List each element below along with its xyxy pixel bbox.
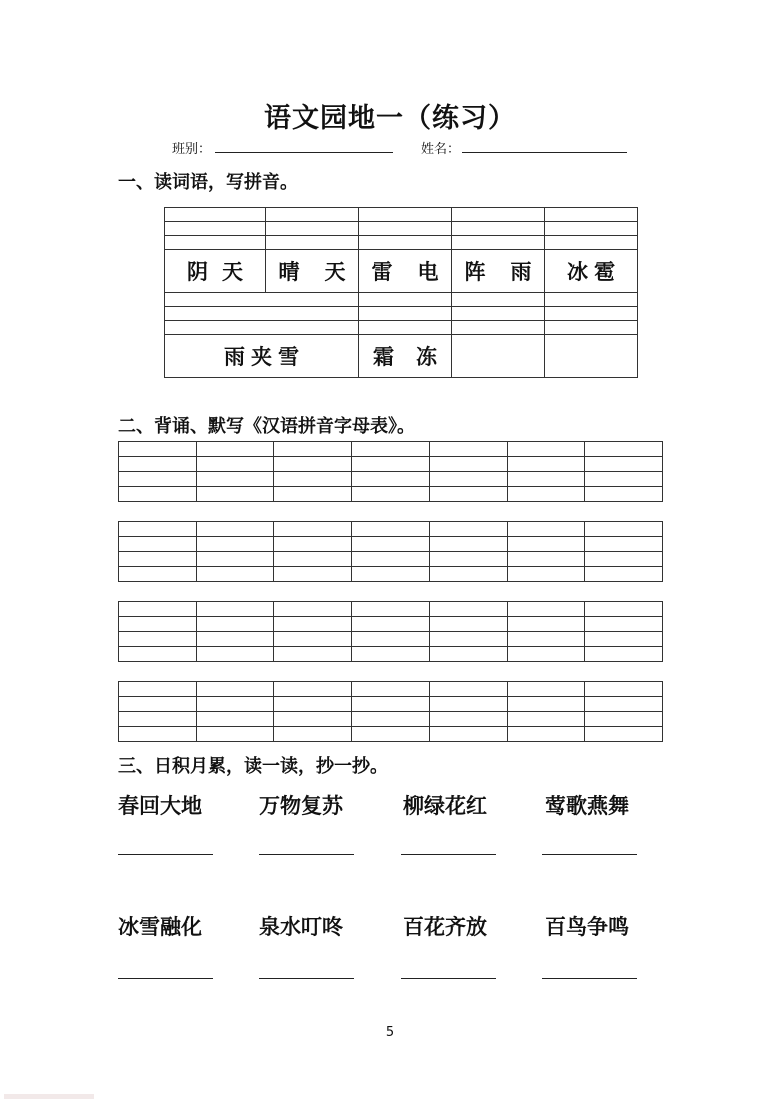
grid-cell[interactable] <box>429 712 507 727</box>
copy-line[interactable] <box>401 854 496 855</box>
grid-cell[interactable] <box>352 487 430 502</box>
name-label: 姓名： <box>421 142 461 157</box>
grid-cell[interactable] <box>196 457 274 472</box>
section2-heading: 二、背诵、默写《汉语拼音字母表》。 <box>118 416 415 437</box>
grid-cell[interactable] <box>507 552 585 567</box>
grid-cell[interactable] <box>119 442 197 457</box>
word-cell: 晴 天 <box>266 250 359 293</box>
grid-cell[interactable] <box>196 442 274 457</box>
word-cell: 冰 雹 <box>545 250 638 293</box>
grid-cell[interactable] <box>352 472 430 487</box>
copy-line[interactable] <box>401 978 496 979</box>
copy-line[interactable] <box>542 978 637 979</box>
grid-cell[interactable] <box>429 522 507 537</box>
grid-cell[interactable] <box>507 567 585 582</box>
grid-cell[interactable] <box>585 682 663 697</box>
grid-cell[interactable] <box>196 522 274 537</box>
grid-cell[interactable] <box>274 552 352 567</box>
grid-cell[interactable] <box>196 647 274 662</box>
grid-cell[interactable] <box>585 697 663 712</box>
grid-cell[interactable] <box>352 602 430 617</box>
grid-cell[interactable] <box>119 487 197 502</box>
grid-cell[interactable] <box>196 487 274 502</box>
grid-cell[interactable] <box>352 697 430 712</box>
grid-cell[interactable] <box>274 617 352 632</box>
grid-cell[interactable] <box>352 632 430 647</box>
grid-cell[interactable] <box>429 617 507 632</box>
grid-cell[interactable] <box>196 632 274 647</box>
grid-cell[interactable] <box>274 567 352 582</box>
grid-cell[interactable] <box>119 552 197 567</box>
pinyin-cell[interactable] <box>165 208 266 222</box>
class-field[interactable] <box>215 152 393 153</box>
pinyin-cell[interactable] <box>359 208 452 222</box>
pinyin-table <box>164 207 638 378</box>
grid-cell[interactable] <box>274 647 352 662</box>
copy-line[interactable] <box>542 854 637 855</box>
grid-cell[interactable] <box>352 537 430 552</box>
grid-cell[interactable] <box>429 727 507 742</box>
grid-cell[interactable] <box>429 552 507 567</box>
grid-cell[interactable] <box>585 537 663 552</box>
grid-cell[interactable] <box>507 727 585 742</box>
four-line-grid <box>118 681 663 742</box>
pinyin-cell[interactable] <box>545 208 638 222</box>
grid-cell[interactable] <box>352 552 430 567</box>
section1-heading: 一、读词语，写拼音。 <box>118 172 298 193</box>
grid-cell[interactable] <box>274 442 352 457</box>
grid-cell[interactable] <box>507 522 585 537</box>
grid-cell[interactable] <box>507 472 585 487</box>
section3-heading: 三、日积月累，读一读，抄一抄。 <box>118 756 388 777</box>
grid-cell[interactable] <box>507 697 585 712</box>
grid-cell[interactable] <box>507 442 585 457</box>
grid-cell[interactable] <box>585 647 663 662</box>
grid-cell[interactable] <box>274 602 352 617</box>
grid-cell[interactable] <box>352 682 430 697</box>
grid-cell[interactable] <box>274 632 352 647</box>
grid-cell[interactable] <box>274 487 352 502</box>
grid-cell[interactable] <box>119 567 197 582</box>
grid-cell[interactable] <box>429 632 507 647</box>
grid-cell[interactable] <box>585 567 663 582</box>
grid-cell[interactable] <box>274 522 352 537</box>
grid-cell[interactable] <box>119 617 197 632</box>
grid-cell[interactable] <box>196 712 274 727</box>
grid-cell[interactable] <box>507 682 585 697</box>
idiom: 冰雪融化 <box>118 915 202 939</box>
grid-cell[interactable] <box>119 727 197 742</box>
grid-cell[interactable] <box>196 537 274 552</box>
grid-cell[interactable] <box>196 567 274 582</box>
grid-cell[interactable] <box>585 632 663 647</box>
grid-cell[interactable] <box>119 682 197 697</box>
idiom: 春回大地 <box>118 794 202 818</box>
idiom: 百花齐放 <box>403 915 487 939</box>
idiom: 百鸟争鸣 <box>545 915 629 939</box>
grid-cell[interactable] <box>585 552 663 567</box>
grid-cell[interactable] <box>507 632 585 647</box>
grid-cell[interactable] <box>585 602 663 617</box>
grid-cell[interactable] <box>119 522 197 537</box>
page-number: 5 <box>385 1025 395 1040</box>
grid-cell[interactable] <box>507 487 585 502</box>
grid-cell[interactable] <box>352 647 430 662</box>
grid-cell[interactable] <box>274 712 352 727</box>
grid-cell[interactable] <box>429 647 507 662</box>
grid-cell[interactable] <box>429 442 507 457</box>
grid-cell[interactable] <box>585 487 663 502</box>
word-cell: 雨 夹 雪 <box>165 335 359 378</box>
grid-cell[interactable] <box>196 682 274 697</box>
copy-line[interactable] <box>118 978 213 979</box>
grid-cell[interactable] <box>352 567 430 582</box>
grid-cell[interactable] <box>352 617 430 632</box>
grid-cell[interactable] <box>119 632 197 647</box>
pinyin-cell[interactable] <box>266 208 359 222</box>
grid-cell[interactable] <box>119 472 197 487</box>
grid-cell[interactable] <box>585 617 663 632</box>
grid-cell[interactable] <box>274 537 352 552</box>
grid-cell[interactable] <box>585 472 663 487</box>
grid-cell[interactable] <box>507 457 585 472</box>
four-line-grid <box>118 441 663 502</box>
grid-cell[interactable] <box>196 602 274 617</box>
pinyin-cell[interactable] <box>165 293 359 307</box>
grid-cell[interactable] <box>585 442 663 457</box>
empty-cell <box>545 335 638 378</box>
page-title: 语文园地一（练习） <box>264 103 516 134</box>
pinyin-cell[interactable] <box>545 293 638 307</box>
grid-cell[interactable] <box>429 457 507 472</box>
word-cell: 阵 雨 <box>452 250 545 293</box>
grid-cell[interactable] <box>352 712 430 727</box>
grid-cell[interactable] <box>196 552 274 567</box>
grid-cell[interactable] <box>119 647 197 662</box>
grid-cell[interactable] <box>119 602 197 617</box>
grid-cell[interactable] <box>429 602 507 617</box>
grid-cell[interactable] <box>196 727 274 742</box>
grid-cell[interactable] <box>429 487 507 502</box>
grid-cell[interactable] <box>196 472 274 487</box>
grid-cell[interactable] <box>429 537 507 552</box>
word-cell: 雷 电 <box>359 250 452 293</box>
grid-cell[interactable] <box>119 457 197 472</box>
class-label: 班别： <box>172 142 212 157</box>
grid-cell[interactable] <box>119 537 197 552</box>
grid-cell[interactable] <box>429 682 507 697</box>
grid-cell[interactable] <box>429 697 507 712</box>
grid-cell[interactable] <box>352 442 430 457</box>
pinyin-cell[interactable] <box>359 293 452 307</box>
copy-line[interactable] <box>259 854 354 855</box>
grid-cell[interactable] <box>429 472 507 487</box>
idiom: 万物复苏 <box>259 794 343 818</box>
grid-cell[interactable] <box>585 522 663 537</box>
grid-cell[interactable] <box>352 457 430 472</box>
grid-cell[interactable] <box>196 617 274 632</box>
grid-cell[interactable] <box>429 567 507 582</box>
copy-line[interactable] <box>259 978 354 979</box>
grid-cell[interactable] <box>585 727 663 742</box>
grid-cell[interactable] <box>274 472 352 487</box>
grid-cell[interactable] <box>352 522 430 537</box>
watermark-strip <box>4 1094 94 1099</box>
grid-cell[interactable] <box>119 712 197 727</box>
idiom: 莺歌燕舞 <box>545 794 629 818</box>
grid-cell[interactable] <box>585 457 663 472</box>
grid-cell[interactable] <box>507 602 585 617</box>
grid-cell[interactable] <box>274 727 352 742</box>
idiom: 泉水叮咚 <box>259 915 343 939</box>
pinyin-cell[interactable] <box>452 208 545 222</box>
empty-cell <box>452 335 545 378</box>
word-cell: 霜 冻 <box>359 335 452 378</box>
pinyin-cell[interactable] <box>452 293 545 307</box>
grid-cell[interactable] <box>274 697 352 712</box>
grid-cell[interactable] <box>507 647 585 662</box>
idiom: 柳绿花红 <box>403 794 487 818</box>
word-cell: 阴 天 <box>165 250 266 293</box>
name-field[interactable] <box>462 152 627 153</box>
grid-cell[interactable] <box>507 712 585 727</box>
grid-cell[interactable] <box>352 727 430 742</box>
copy-line[interactable] <box>118 854 213 855</box>
grid-cell[interactable] <box>196 697 274 712</box>
grid-cell[interactable] <box>507 617 585 632</box>
grid-cell[interactable] <box>274 682 352 697</box>
grid-cell[interactable] <box>119 697 197 712</box>
four-line-grid <box>118 521 663 582</box>
grid-cell[interactable] <box>585 712 663 727</box>
grid-cell[interactable] <box>274 457 352 472</box>
four-line-grid <box>118 601 663 662</box>
grid-cell[interactable] <box>507 537 585 552</box>
